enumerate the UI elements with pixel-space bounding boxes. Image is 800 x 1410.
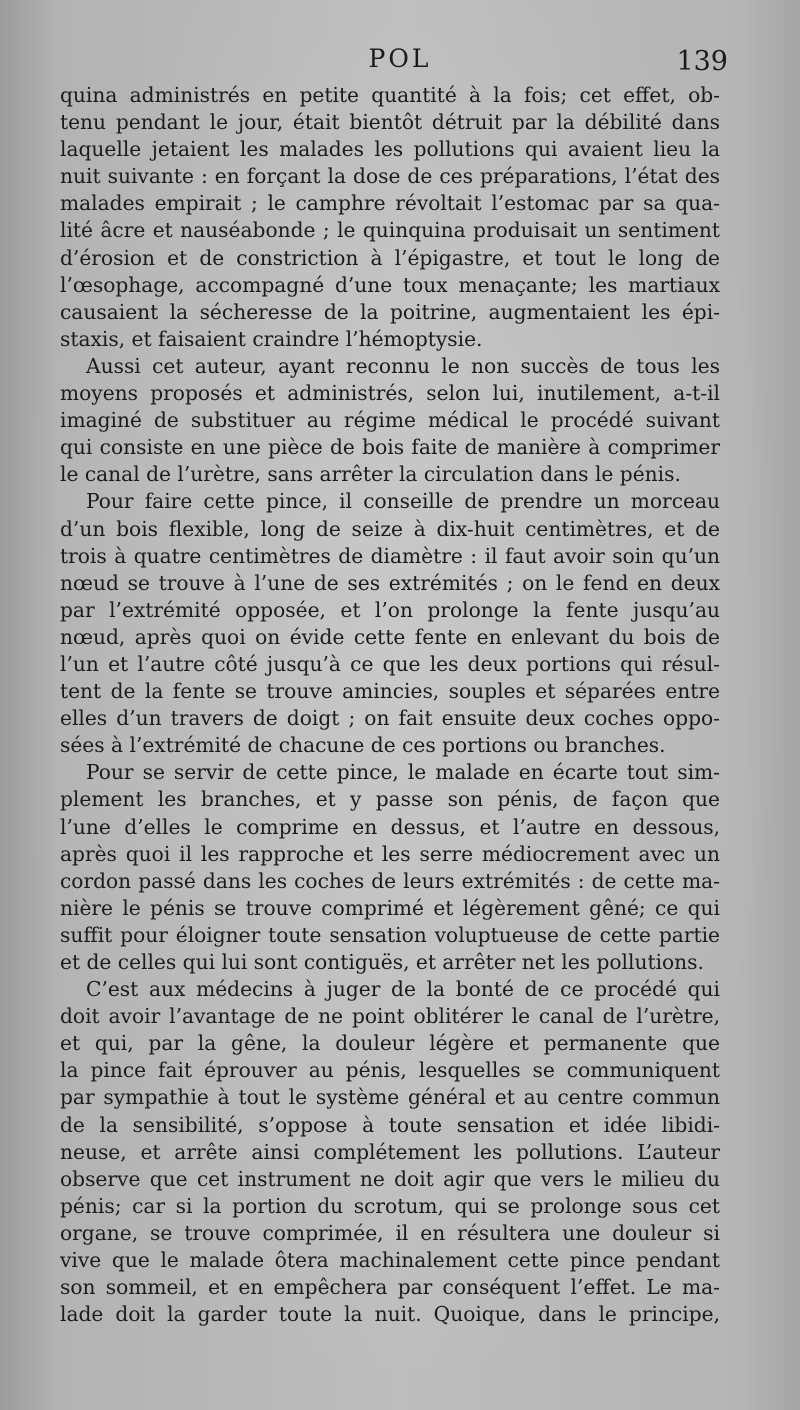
- text-line: par sympathie à tout le système général et au centre commun: [60, 1085, 720, 1110]
- body-text: [60, 82, 720, 1328]
- text-line: par l’extrémité opposée, et l’on prolonge la fente jusqu’au: [60, 597, 720, 622]
- text-line: causaient la sécheresse de la poitrine, augmentaient les épi-: [60, 299, 720, 324]
- text-line: cordon passé dans les coches de leurs extrémités : de cette ma-: [60, 868, 720, 893]
- page-number: 139: [676, 46, 728, 77]
- text-line: moyens proposés et administrés, selon lui, inutilement, a-t-il: [60, 381, 720, 406]
- text-line: son sommeil, et en empêchera par conséquent l’effet. Le ma-: [60, 1275, 720, 1300]
- text-line: imaginé de substituer au régime médical le procédé suivant: [60, 408, 720, 433]
- text-line: vive que le malade ôtera machinalement cette pince pendant: [60, 1248, 720, 1273]
- text-line: et de celles qui lui sont contiguës, et arrêter net les pollutions.: [60, 950, 704, 974]
- text-line: qui consiste en une pièce de bois faite de manière à comprimer: [60, 435, 720, 460]
- text-line: laquelle jetaient les malades les pollutions qui avaient lieu la: [60, 137, 720, 162]
- text-line: malades empirait ; le camphre révoltait l’estomac par sa qua-: [60, 191, 720, 216]
- text-line: plement les branches, et y passe son pénis, de façon que: [60, 787, 720, 812]
- text-line: suffit pour éloigner toute sensation voluptueuse de cette partie: [60, 922, 720, 947]
- text-line: nière le pénis se trouve comprimé et légèrement gêné; ce qui: [60, 895, 720, 920]
- text-line: Pour se servir de cette pince, le malade en écarte tout sim-: [86, 760, 720, 785]
- text-line: observe que cet instrument ne doit agir que vers le milieu du: [60, 1166, 720, 1191]
- text-line: lité âcre et nauséabonde ; le quinquina produisait un sentiment: [60, 218, 720, 243]
- text-line: Pour faire cette pince, il conseille de prendre un morceau: [86, 489, 720, 514]
- text-line: quina administrés en petite quantité à la fois; cet effet, ob-: [60, 83, 720, 107]
- text-line: organe, se trouve comprimée, il en résultera une douleur si: [60, 1220, 720, 1245]
- page-header: [0, 44, 800, 80]
- text-line: elles d’un travers de doigt ; on fait ensuite deux coches oppo-: [60, 706, 720, 731]
- text-line: neuse, et arrête ainsi complétement les pollutions. L’auteur: [60, 1139, 720, 1164]
- text-line: après quoi il les rapproche et les serre médiocrement avec un: [60, 841, 720, 866]
- text-line: nœud, après quoi on évide cette fente en enlevant du bois de: [60, 624, 720, 649]
- text-line: pénis; car si la portion du scrotum, qui se prolonge sous cet: [60, 1193, 720, 1218]
- text-line: tent de la fente se trouve amincies, souples et séparées entre: [60, 679, 720, 704]
- text-line: staxis, et faisaient craindre l’hémoptysie.: [60, 326, 483, 351]
- text-line: la pince fait éprouver au pénis, lesquelles se communiquent: [60, 1058, 720, 1083]
- text-line: C’est aux médecins à juger de la bonté de ce procédé qui: [86, 977, 720, 1002]
- text-line: l’une d’elles le comprime en dessus, et l’autre en dessous,: [60, 814, 720, 839]
- running-head: POL: [368, 44, 432, 73]
- text-line: l’un et l’autre côté jusqu’à ce que les deux portions qui résul-: [60, 651, 720, 676]
- text-line: et qui, par la gêne, la douleur légère et permanente que: [60, 1031, 720, 1056]
- text-line: d’érosion et de constriction à l’épigastre, et tout le long de: [60, 245, 720, 270]
- text-line: d’un bois flexible, long de seize à dix-huit centimètres, et de: [60, 516, 720, 541]
- text-line: lade doit la garder toute la nuit. Quoique, dans le principe,: [60, 1302, 720, 1327]
- text-line: trois à quatre centimètres de diamètre : il faut avoir soin qu’un: [60, 543, 720, 568]
- text-line: le canal de l’urètre, sans arrêter la circulation dans le pénis.: [60, 462, 681, 487]
- text-line: nuit suivante : en forçant la dose de ces préparations, l’état des: [60, 164, 720, 189]
- text-line: doit avoir l’avantage de ne point oblitérer le canal de l’urètre,: [60, 1004, 720, 1029]
- text-line: nœud se trouve à l’une de ses extrémités ; on le fend en deux: [60, 570, 720, 595]
- text-line: sées à l’extrémité de chacune de ces portions ou branches.: [60, 733, 666, 758]
- text-line: l’œsophage, accompagné d’une toux menaçante; les martiaux: [60, 272, 720, 297]
- text-line: de la sensibilité, s’oppose à toute sensation et idée libidi-: [60, 1112, 720, 1137]
- text-line: Aussi cet auteur, ayant reconnu le non succès de tous les: [86, 353, 720, 378]
- text-line: tenu pendant le jour, était bientôt détruit par la débilité dans: [60, 110, 720, 135]
